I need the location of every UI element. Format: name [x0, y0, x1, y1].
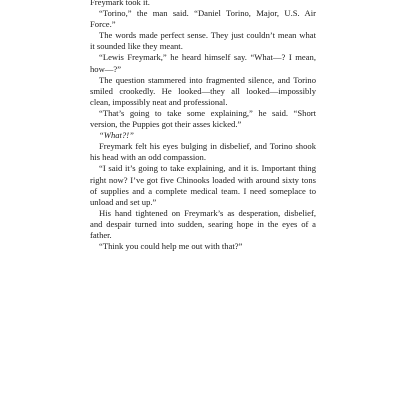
paragraph: “I said it’s going to take explaining, and it is. Important thing right now? I’ve got five Chinooks loaded with around sixty tons of supplies and a complete medical team. I need someplace to unload and set up.” [90, 163, 316, 207]
paragraph: The question stammered into fragmented silence, and Torino smiled crookedly. He looked—they all looked—impossibly clean, impossibly neat and professional. [90, 74, 316, 107]
italic-exclamation: “What?!” [99, 130, 134, 141]
paragraph: “That’s going to take some explaining,” he said. “Short version, the Puppies got their asses kicked.” [90, 107, 316, 130]
paragraph: “Lewis Freymark,” he heard himself say. “What—? I mean, how—?” [90, 52, 316, 74]
paragraph: The words made perfect sense. They just couldn’t mean what it sounded like they meant. [90, 30, 316, 52]
paragraph [90, 130, 316, 141]
paragraph: “Think you could help me out with that?” [99, 241, 243, 252]
paragraph: “Torino,” the man said. “Daniel Torino, Major, U.S. Air Force.” [90, 8, 316, 30]
paragraph: Freymark felt his eyes bulging in disbelief, and Torino shook his head with an odd compassion. [90, 141, 316, 163]
paragraph: His hand tightened on Freymark’s as desperation, disbelief, and despair turned into sudden, searing hope in the eyes of a father. [90, 207, 316, 240]
body-text [90, 0, 316, 252]
paragraph: Freymark took it. [90, 0, 150, 7]
